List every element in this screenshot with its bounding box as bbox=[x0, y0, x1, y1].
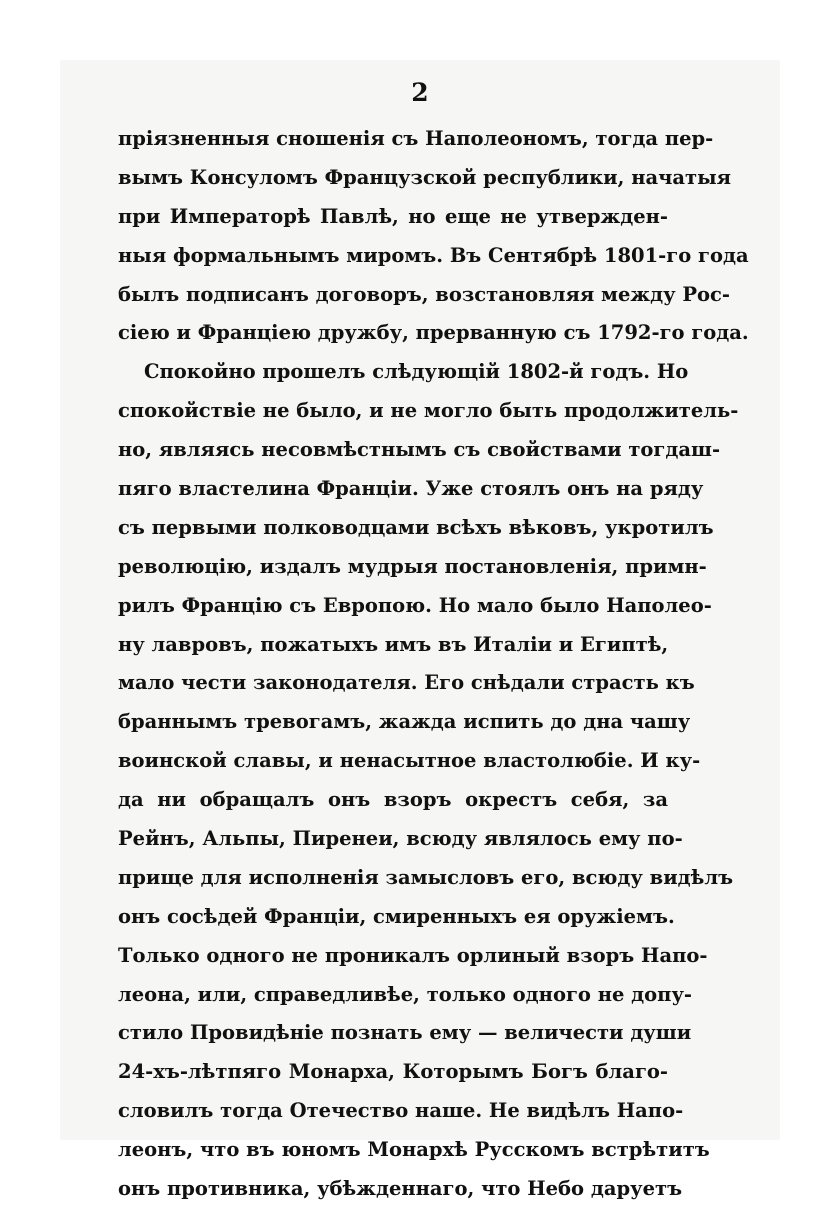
text-line: леонъ, что въ юномъ Монархѣ Русскомъ встрѣтитъ bbox=[118, 1138, 710, 1162]
text-line: словилъ тогда Отечество наше. Не видѣлъ Напо- bbox=[118, 1099, 684, 1123]
text-line: браннымъ тревогамъ, жажда испить до дна чашу bbox=[118, 710, 691, 734]
body-text bbox=[118, 120, 749, 1209]
text-line: ныя формальнымъ миромъ. Въ Сентябрѣ 1801-го года bbox=[118, 243, 749, 267]
text-line: сіею и Франціею дружбу, прерванную съ 1792-го года. bbox=[118, 321, 749, 345]
text-line: но, являясь несовмѣстнымъ съ свойствами тогдаш- bbox=[118, 438, 721, 462]
text-line: воинской славы, и ненасытное властолюбіе. И ку- bbox=[118, 749, 701, 773]
text-line: съ первыми полководцами всѣхъ вѣковъ, укротилъ bbox=[118, 515, 714, 539]
text-line: онъ противника, убѣжденнаго, что Небо даруетъ bbox=[118, 1177, 683, 1201]
text-line: Только одного не проникалъ орлиный взоръ Напо- bbox=[118, 943, 708, 967]
text-line: Спокойно прошелъ слѣдующій 1802-й годъ. Но bbox=[144, 360, 689, 384]
text-line: да ни обращалъ онъ взоръ окрестъ себя, за bbox=[118, 788, 668, 812]
text-line: леона, или, справедливѣе, только одного не допу- bbox=[118, 982, 693, 1006]
text-line: пяго властелина Франціи. Уже стоялъ онъ на ряду bbox=[118, 477, 704, 501]
text-line: Рейнъ, Альпы, Пиренеи, всюду являлось ему по- bbox=[118, 827, 683, 851]
text-line: пріязненныя сношенія съ Наполеономъ, тогда пер- bbox=[118, 127, 714, 150]
text-line: революцію, издалъ мудрыя постановленія, примн- bbox=[118, 554, 707, 578]
text-line: 24-хъ-лѣтпяго Монарха, Которымъ Богъ благо- bbox=[118, 1060, 668, 1084]
text-line: былъ подписанъ договоръ, возстановляя между Рос- bbox=[118, 282, 730, 306]
text-line: при Императорѣ Павлѣ, но еще не утвержден- bbox=[118, 204, 668, 228]
text-line: онъ сосѣдей Франціи, смиренныхъ ея оружіемъ. bbox=[118, 904, 675, 928]
text-line: спокойствіе не было, и не могло быть продолжитель- bbox=[118, 399, 739, 423]
text-line: ну лавровъ, пожатыхъ имъ въ Италіи и Египтѣ, bbox=[118, 632, 669, 656]
text-line: прище для исполненія замысловъ его, всюду видѣлъ bbox=[118, 865, 734, 889]
text-line: стило Провидѣніе познать ему — величести души bbox=[118, 1021, 692, 1045]
text-line: вымъ Консуломъ Французской республики, начатыя bbox=[118, 165, 732, 189]
page-number: 2 bbox=[411, 78, 429, 107]
text-line: рилъ Францію съ Европою. Но мало было Наполео- bbox=[118, 593, 712, 617]
text-line: мало чести законодателя. Его снѣдали страсть къ bbox=[118, 671, 695, 695]
